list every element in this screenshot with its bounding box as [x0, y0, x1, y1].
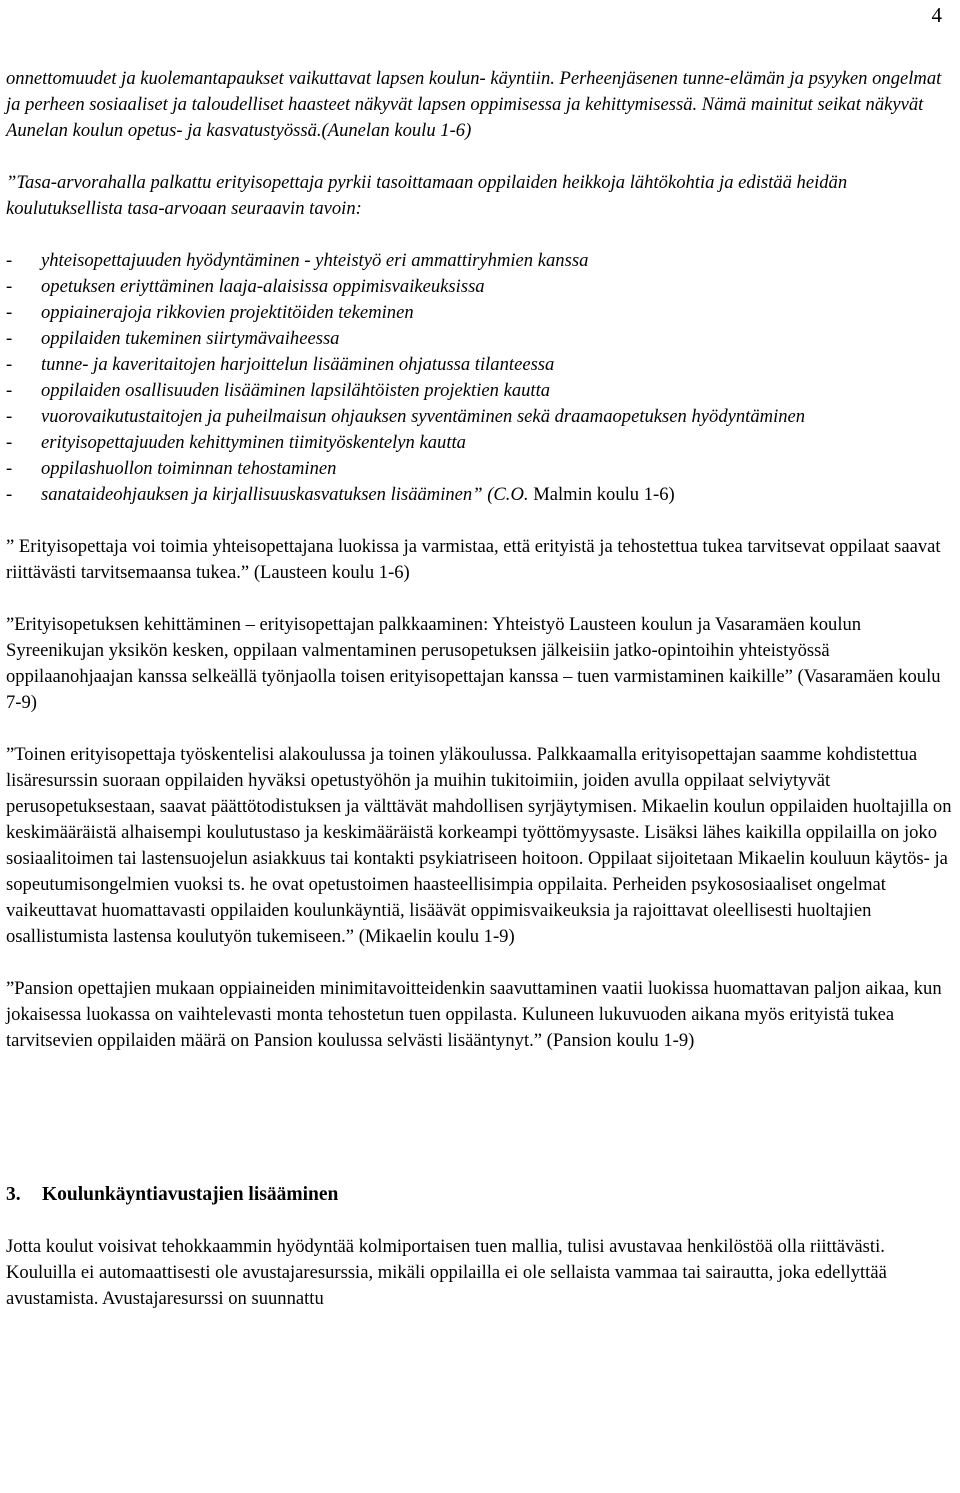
- list-item-text: oppilaiden osallisuuden lisääminen lapsilähtöisten projektien kautta: [41, 380, 551, 401]
- list-item-text: sanataideohjauksen ja kirjallisuuskasvatuksen lisääminen” (C.O.: [41, 484, 529, 505]
- list-dash: -: [6, 302, 13, 323]
- paragraph-vasaramaki: ”Erityisopetuksen kehittäminen – erityisopettajan palkkaaminen: Yhteistyö Lausteen koulun ja Vasaramäen koulun Syreenikujan yksikön kesken, oppilaan valmentaminen perusopetuksen jälkeisiin jatko-opintoihin yhteistyössä oppilaanohjaajan kanssa selkeällä työnjaolla toisen erityisopettajan kanssa – tuen varmistaminen kaikille” (Vasaramäen koulu 7-9): [6, 614, 941, 713]
- list-item: [6, 404, 956, 430]
- paragraph-pansio: ”Pansion opettajien mukaan oppiaineiden minimitavoitteidenkin saavuttaminen vaatii luokissa huomattavan paljon aikaa, kun jokaisessa luokassa on vaihtelevasti monta tehostetun tuen oppilasta. Kuluneen lukuvuoden aikana myös erityistä tukea tarvitsevien oppilaiden määrä on Pansion koulussa selvästi lisääntynyt.” (Pansion koulu 1-9): [6, 978, 942, 1051]
- list-dash: -: [6, 328, 13, 349]
- section-body: Jotta koulut voisivat tehokkaammin hyödyntää kolmiportaisen tuen mallia, tulisi avustavaa henkilöstöä olla riittävästi. Kouluilla ei automaattisesti ole avustajaresurssia, mikäli oppilailla ei ole sellaista vammaa tai sairautta, joka edellyttää avustamista. Avustajaresurssi on suunnattu: [6, 1236, 887, 1309]
- list-item: [6, 326, 956, 352]
- list-item-text: oppilaiden tukeminen siirtymävaiheessa: [41, 328, 340, 349]
- list-dash: -: [6, 380, 13, 401]
- list-item: [6, 352, 956, 378]
- paragraph-aunela-text: onnettomuudet ja kuolemantapaukset vaikuttavat lapsen koulun- käyntiin. Perheenjäsenen tunne-elämän ja psyyken ongelmat ja perheen sosiaaliset ja taloudelliset haasteet näkyvät lapsen oppimisessa ja kehittymisessä. Nämä mainitut seikat näkyvät Aunelan koulun opetus- ja kasvatustyössä.: [6, 68, 942, 141]
- list-dash: -: [6, 354, 13, 375]
- list-item-text: opetuksen eriyttäminen laaja-alaisissa oppimisvaikeuksissa: [41, 276, 485, 297]
- section-title: Koulunkäyntiavustajien lisääminen: [42, 1184, 339, 1205]
- list-dash: -: [6, 276, 13, 297]
- list-dash: -: [6, 458, 13, 479]
- list-item-text: oppilashuollon toiminnan tehostaminen: [41, 458, 337, 479]
- list-item: [6, 430, 956, 456]
- list-item: [6, 456, 956, 482]
- paragraph-lauste: ” Erityisopettaja voi toimia yhteisopettajana luokissa ja varmistaa, että erityistä ja tehostettua tukea tarvitsevat oppilaat saavat riittävästi tarvitsemaansa tukea.” (Lausteen koulu 1-6): [6, 536, 941, 583]
- list-dash: -: [6, 432, 13, 453]
- paragraph-aunela: [6, 66, 956, 144]
- list-dash: -: [6, 484, 13, 505]
- paragraph-mikaeli: ”Toinen erityisopettaja työskentelisi alakoulussa ja toinen yläkoulussa. Palkkaamalla erityisopettajan saamme kohdistettua lisäresurssin suoraan oppilaiden hyväksi opetustyöhön ja muihin tukitoimiin, joiden avulla oppilaat selviytyvät perusopetuksestaan, saavat päättötodistuksen ja välttävät mahdollisen syrjäytymisen. Mikaelin koulun oppilaiden huoltajilla on keskimääräistä alhaisempi koulutustaso ja keskimääräistä korkeampi työttömyysaste. Lisäksi lähes kaikilla oppilailla on joko sosiaalitoimen tai lastensuojelun asiakkuus tai kontakti psykiatriseen hoitoon. Oppilaat sijoitetaan Mikaelin kouluun käytös- ja sopeutumisongelmien vuoksi ts. he ovat opetustoimen haasteellisimpia oppilaita. Perheiden psykososiaaliset ongelmat vaikeuttavat huomattavasti oppilaiden koulunkäyntiä, lisäävät oppimisvaikeuksia ja rajoittavat oleellisesti huoltajien osallistumista lastensa koulutyön tukemiseen.” (Mikaelin koulu 1-9): [6, 744, 952, 947]
- section-number: 3.: [6, 1184, 21, 1205]
- paragraph-malmi-intro: ”Tasa-arvorahalla palkattu erityisopettaja pyrkii tasoittamaan oppilaiden heikkoja lähtökohtia ja edistää heidän koulutuksellista tasa-arvoaan seuraavin tavoin:: [6, 172, 848, 219]
- list-item-source: Malmin koulu 1-6): [533, 484, 675, 505]
- list-item: [6, 248, 956, 274]
- list-item-text: tunne- ja kaveritaitojen harjoittelun lisääminen ohjatussa tilanteessa: [41, 354, 555, 375]
- list-item-text: erityisopettajuuden kehittyminen tiimityöskentelyn kautta: [41, 432, 466, 453]
- page-number: 4: [931, 3, 942, 27]
- list-item-text: oppiainerajoja rikkovien projektitöiden tekeminen: [41, 302, 414, 323]
- list-item: [6, 378, 956, 404]
- list-item-text: yhteisopettajuuden hyödyntäminen - yhteistyö eri ammattiryhmien kanssa: [41, 250, 589, 271]
- paragraph-aunela-source: (Aunelan koulu 1-6): [321, 120, 472, 141]
- list-item: [6, 274, 956, 300]
- list-dash: -: [6, 250, 13, 271]
- list-dash: -: [6, 406, 13, 427]
- list-item-text: vuorovaikutustaitojen ja puheilmaisun ohjauksen syventäminen sekä draamaopetuksen hyödyntäminen: [41, 406, 806, 427]
- document-body: [6, 66, 956, 1312]
- bullet-list: [6, 248, 956, 508]
- list-item: [6, 482, 956, 508]
- section-heading: [6, 1182, 956, 1208]
- list-item: [6, 300, 956, 326]
